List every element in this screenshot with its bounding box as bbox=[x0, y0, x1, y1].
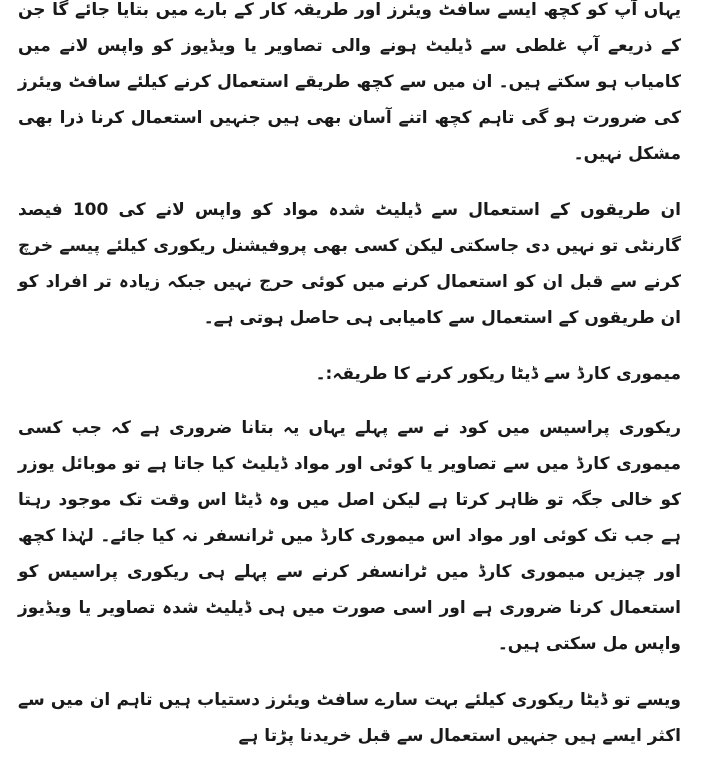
section-heading: میموری کارڈ سے ڈیٹا ریکور کرنے کا طریقہ:۔ bbox=[315, 364, 681, 384]
recovery-process-paragraph: ریکوری پراسیس میں کود نے سے پہلے یہاں یہ بتانا ضروری ہے کہ جب کسی میموری کارڈ میں سے تصاویر یا کوئی اور مواد ڈیلیٹ کیا جاتا ہے تو موبائل یوزر کو خالی جگہ تو ظاہر کرتا ہے لیکن اصل میں وہ ڈیٹا اس وقت تک موجود رہتا ہے جب تک کوئی اور مواد اس میموری کارڈ میں ٹرانسفر نہ کیا جائے۔ لہٰذا کچھ اور چیزیں میموری کارڈ میں ٹرانسفر کرنے سے پہلے ہی ریکوری پراسیس کو استعمال کرنا ضروری ہے اور اسی صورت میں ہی ڈیلیٹ شدہ تصاویر یا ویڈیوز واپس مل سکتی ہیں۔ bbox=[18, 418, 681, 654]
software-paragraph: ویسے تو ڈیٹا ریکوری کیلئے بہت سارے سافٹ ویئرز دستیاب ہیں تاہم ان میں سے اکثر ایسے ہیں جنہیں استعمال سے قبل خریدنا پڑتا ہے bbox=[18, 690, 681, 746]
intro-paragraph: یہاں آپ کو کچھ ایسے سافٹ ویئرز اور طریقہ کار کے بارے میں بتایا جائے گا جن کے ذریعے آپ غلطی سے ڈیلیٹ ہونے والی تصاویر یا ویڈیوز کو واپس لانے میں کامیاب ہو سکتے ہیں۔ ان میں سے کچھ طریقے استعمال کرنے کیلئے سافٹ ویئرز کی ضرورت ہو گی تاہم کچھ اتنے آسان بھی ہیں جنہیں استعمال کرنا ذرا بھی مشکل نہیں۔ bbox=[18, 0, 681, 164]
article-body bbox=[18, 0, 681, 774]
guarantee-paragraph: ان طریقوں کے استعمال سے ڈیلیٹ شدہ مواد کو واپس لانے کی 100 فیصد گارنٹی تو نہیں دی جاسکتی لیکن کسی بھی پروفیشنل ریکوری کیلئے پیسے خرچ کرنے سے قبل ان کو استعمال کرنے میں کوئی حرج نہیں جبکہ زیادہ تر افراد کو ان طریقوں کے استعمال سے کامیابی ہی حاصل ہوتی ہے۔ bbox=[18, 200, 682, 328]
